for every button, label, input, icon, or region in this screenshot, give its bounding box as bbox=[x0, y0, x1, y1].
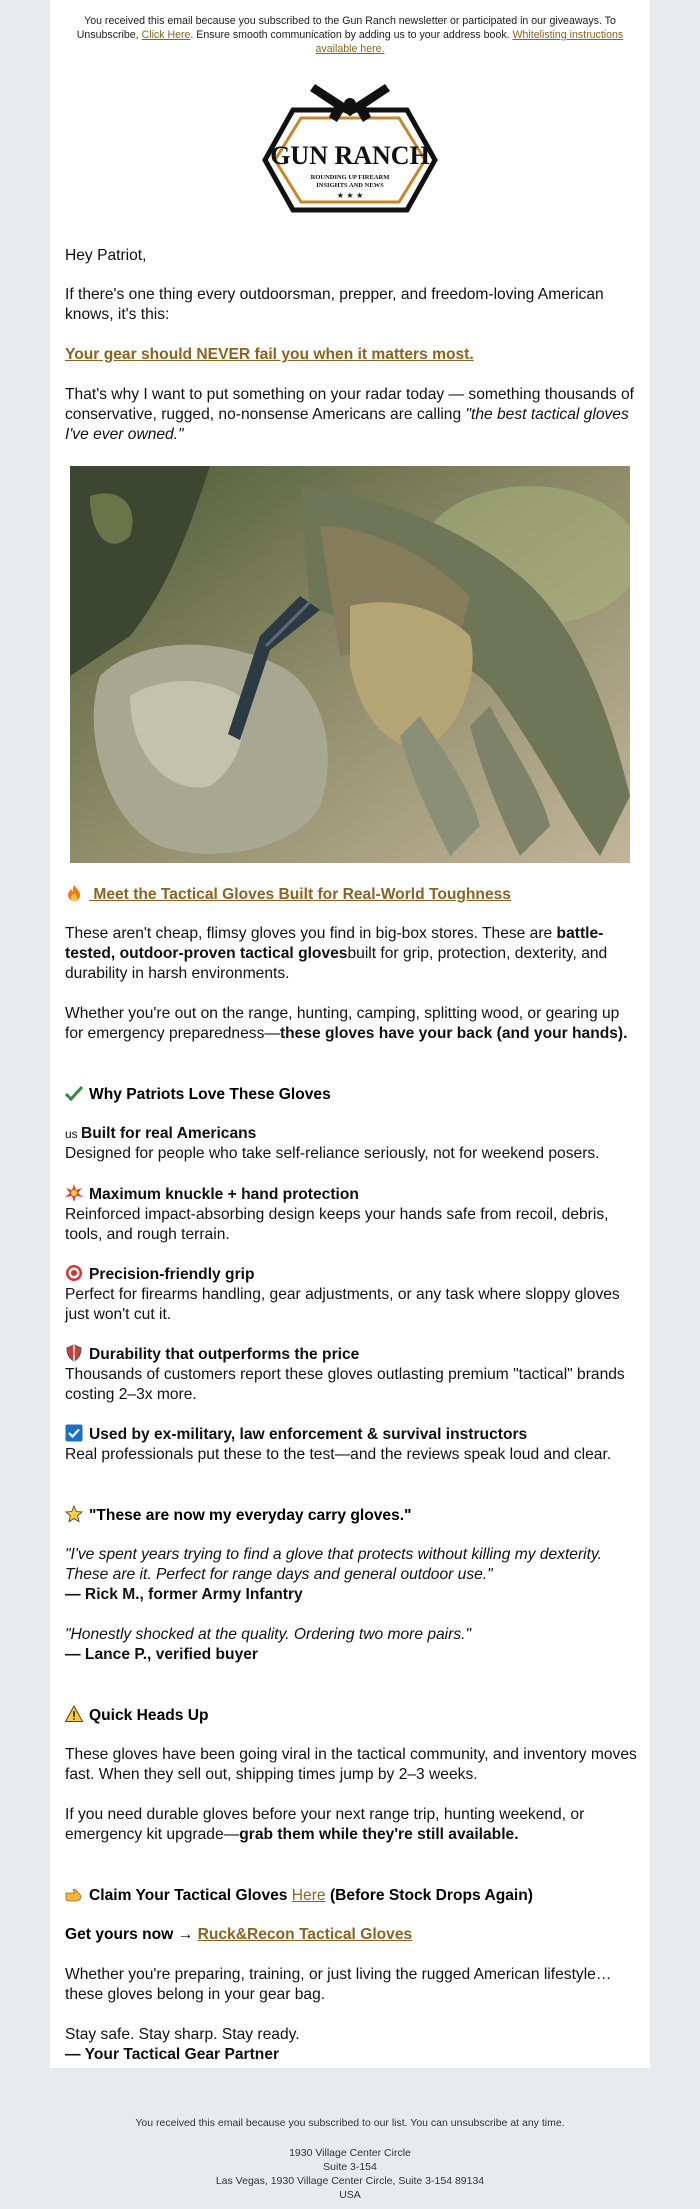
testimonial-title: "These are now my everyday carry gloves." bbox=[89, 1507, 412, 1524]
feature-5 bbox=[65, 1424, 637, 1465]
check-icon bbox=[65, 1084, 83, 1102]
why-title: Why Patriots Love These Gloves bbox=[89, 1086, 331, 1103]
heads-up-p2-a: If you need durable gloves before your next range trip, hunting weekend, or emergency kit upgrade— bbox=[65, 1806, 585, 1843]
hero-image-gloves[interactable] bbox=[70, 466, 630, 863]
feature-1-desc: Designed for people who take self-reliance seriously, not for weekend posers. bbox=[65, 1145, 600, 1162]
notice-text: You received this email because you subscribed to the Gun Ranch newsletter or participated in our giveaways. To Unsubscribe, bbox=[76, 15, 616, 41]
heads-up-heading bbox=[65, 1705, 637, 1726]
para2-a: Whether you're out on the range, hunting, camping, splitting wood, or gearing up for emergency preparedness— bbox=[65, 1005, 620, 1042]
radar-quote: "the best tactical gloves I've ever owned." bbox=[65, 406, 629, 443]
logo-tagline-2: INSIGHTS AND NEWS bbox=[316, 182, 384, 189]
feature-1-title: Built for real Americans bbox=[81, 1125, 257, 1142]
signature: — Your Tactical Gear Partner bbox=[65, 2046, 280, 2063]
us-flag-label: us bbox=[65, 1127, 82, 1141]
signoff bbox=[65, 2025, 637, 2065]
testimonial-2-author: — Lance P., verified buyer bbox=[65, 1646, 258, 1663]
feature-2 bbox=[65, 1184, 637, 1245]
target-icon bbox=[65, 1264, 83, 1282]
para1-a: These aren't cheap, flimsy gloves you find in big-box stores. These are bbox=[65, 925, 557, 942]
testimonial-1-author: — Rick M., former Army Infantry bbox=[65, 1586, 303, 1603]
address-line-3: Las Vegas, 1930 Village Center Circle, Suite 3-154 89134 bbox=[215, 2175, 485, 2187]
feature-4 bbox=[65, 1344, 637, 1405]
feature-2-desc: Reinforced impact-absorbing design keeps your hands safe from recoil, debris, tools, and rough terrain. bbox=[65, 1206, 609, 1243]
testimonial-1-quote: "I've spent years trying to find a glove that protects without killing my dexterity. These are it. Perfect for range days and general outdoor use." bbox=[65, 1546, 602, 1583]
feature-5-desc: Real professionals put these to the test—and the reviews speak loud and clear. bbox=[65, 1446, 612, 1463]
radar-paragraph bbox=[65, 385, 637, 445]
claim-a: Claim Your Tactical Gloves bbox=[89, 1887, 292, 1904]
claim-here-link[interactable]: Here bbox=[291, 1887, 326, 1904]
gun-ranch-logo bbox=[255, 80, 445, 220]
address-country: USA bbox=[339, 2189, 361, 2201]
feature-5-title: Used by ex-military, law enforcement & survival instructors bbox=[89, 1426, 528, 1443]
heads-up-paragraph-2 bbox=[65, 1805, 637, 1845]
logo-name: GUN RANCH bbox=[270, 141, 430, 170]
para2-b: these gloves have your back (and your hands). bbox=[279, 1025, 628, 1042]
why-heading bbox=[65, 1084, 637, 1105]
email-card bbox=[50, 0, 650, 2068]
heads-up-p2-b: grab them while they're still available. bbox=[239, 1826, 519, 1843]
feature-4-title: Durability that outperforms the price bbox=[89, 1346, 360, 1363]
footer-subscribed: You received this email because you subscribed to our list. You can unsubscribe at any time. bbox=[135, 2117, 565, 2129]
heads-up-title: Quick Heads Up bbox=[89, 1707, 209, 1724]
logo-tagline-1: ROUNDING UP FIREARM bbox=[310, 174, 390, 181]
headline-link[interactable]: Your gear should NEVER fail you when it matters most. bbox=[65, 346, 474, 363]
notice-text-2: . Ensure smooth communication by adding us to your address book. bbox=[190, 29, 513, 41]
footer-address bbox=[0, 2146, 700, 2202]
get-yours-line bbox=[65, 1925, 637, 1945]
battle-tested-paragraph bbox=[65, 924, 637, 984]
signoff-text: Stay safe. Stay sharp. Stay ready. bbox=[65, 2026, 300, 2043]
testimonial-heading bbox=[65, 1505, 637, 1526]
testimonial-1 bbox=[65, 1545, 637, 1605]
explosion-icon bbox=[65, 1184, 83, 1202]
ruck-recon-link[interactable]: Ruck&Recon Tactical Gloves bbox=[197, 1926, 413, 1943]
address-line-1: 1930 Village Center Circle bbox=[289, 2147, 411, 2159]
feature-4-desc: Thousands of customers report these gloves outlasting premium "tactical" brands costing 2–3x more. bbox=[65, 1366, 625, 1403]
claim-b: (Before Stock Drops Again) bbox=[325, 1887, 533, 1904]
testimonial-2 bbox=[65, 1625, 637, 1665]
fire-icon bbox=[65, 884, 83, 902]
para1-c: built for grip, protection, dexterity, and durability in harsh environments. bbox=[65, 945, 608, 982]
checkbox-icon bbox=[65, 1424, 83, 1442]
pointing-hand-icon bbox=[65, 1885, 83, 1903]
feature-3 bbox=[65, 1264, 637, 1325]
intro-paragraph: If there's one thing every outdoorsman, prepper, and freedom-loving American knows, it's this: bbox=[65, 286, 604, 323]
feature-3-title: Precision-friendly grip bbox=[89, 1266, 255, 1283]
feature-1 bbox=[65, 1124, 637, 1164]
feature-3-desc: Perfect for firearms handling, gear adjustments, or any task where sloppy gloves just won't cut it. bbox=[65, 1286, 620, 1323]
para1-b: battle-tested, outdoor-proven tactical gloves bbox=[65, 925, 604, 962]
range-paragraph bbox=[65, 1004, 637, 1044]
feature-2-title: Maximum knuckle + hand protection bbox=[89, 1186, 359, 1203]
meet-gloves-link[interactable]: Meet the Tactical Gloves Built for Real-World Toughness bbox=[89, 886, 511, 903]
shield-icon bbox=[65, 1344, 83, 1362]
warning-icon bbox=[65, 1705, 83, 1723]
get-yours-text: Get yours now → bbox=[65, 1926, 198, 1943]
testimonial-2-quote: "Honestly shocked at the quality. Ordering two more pairs." bbox=[65, 1626, 472, 1643]
heads-up-paragraph-1: These gloves have been going viral in the tactical community, and inventory moves fast. When they sell out, shipping times jump by 2–3 weeks. bbox=[65, 1746, 637, 1783]
logo-stars: ★ ★ ★ bbox=[336, 191, 364, 200]
closing-paragraph: Whether you're preparing, training, or just living the rugged American lifestyle… these gloves belong in your gear bag. bbox=[65, 1966, 612, 2003]
address-line-2: Suite 3-154 bbox=[323, 2161, 377, 2173]
claim-line bbox=[65, 1885, 637, 1906]
subscription-notice bbox=[65, 14, 635, 56]
star-icon bbox=[65, 1505, 83, 1523]
radar-text: That's why I want to put something on your radar today — something thousands of conservative, rugged, no-nonsense Americans are calling bbox=[65, 386, 634, 423]
crossed-revolvers-icon bbox=[310, 84, 390, 122]
greeting: Hey Patriot, bbox=[65, 247, 147, 264]
whitelisting-link[interactable]: Whitelisting instructions available here. bbox=[315, 29, 624, 55]
unsubscribe-link[interactable]: Click Here bbox=[141, 29, 191, 41]
